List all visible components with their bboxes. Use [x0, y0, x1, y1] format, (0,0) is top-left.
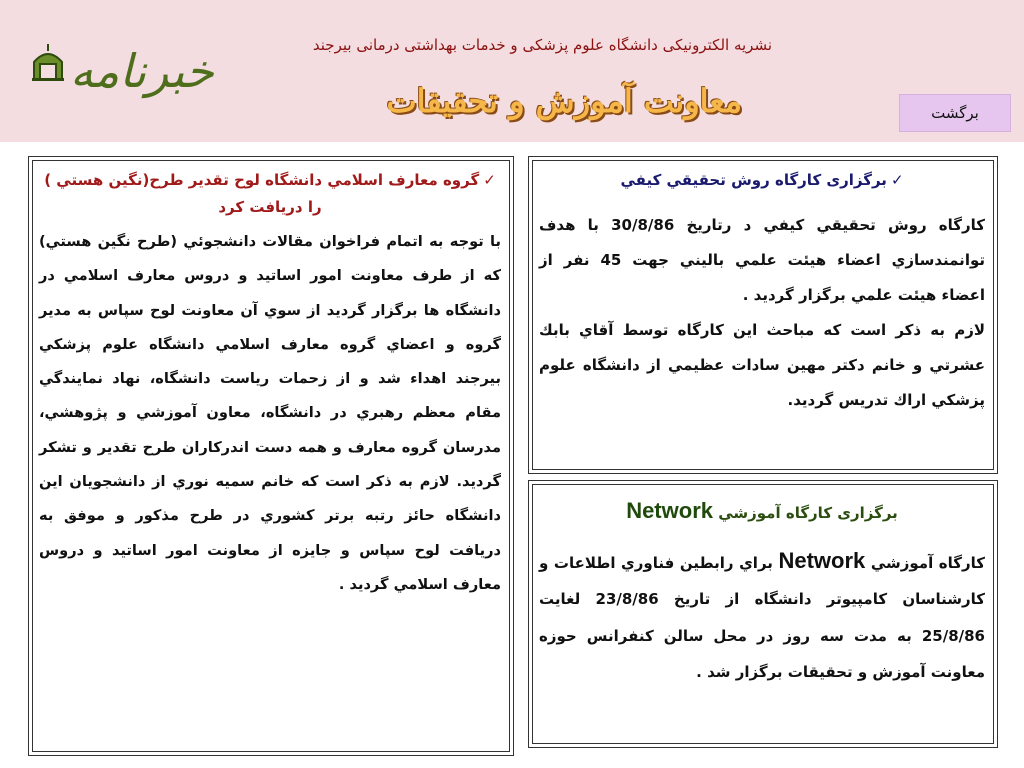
news-title: [39, 167, 501, 221]
page-title: معاونت آموزش و تحقیقات: [386, 82, 742, 120]
news-title: [539, 167, 985, 194]
logo-text: خبرنامه: [70, 44, 214, 98]
news-title-text: برگزاری كارگاه روش تحقيقي كيفي: [620, 171, 887, 189]
news-title-text: گروه معارف اسلامي دانشگاه لوح تقدير طرح(نگين هستي ) را دريافت كرد: [44, 171, 480, 216]
news-body: با توجه به اتمام فراخوان مقالات دانشجوئي (طرح نگين هستي) كه از طرف معاونت امور اساتيد و دروس معارف اسلامي در دانشگاه ها برگزار گرديد از سوي آن معاونت لوح سپاس به مدير گروه و اعضاي گروه معارف اسلامي دانشگاه علوم پزشكي بيرجند اهداء شد و از زحمات رياست دانشگاه، نهاد نمايندگي مقام معظم رهبري در دانشگاه، معاون آموزشي و پژوهشي، مدرسان گروه معارف و همه دست اندركاران طرح تقدير و تشكر گرديد. لازم به ذكر است كه خانم سميه نوري از دانشجويان اين دانشگاه حائز رتبه برتر كشوري در طرح مذكور و موفق به دريافت لوح سپاس و جايزه از معاونت امور اساتيد و دروس معارف اسلامي گرديد .: [39, 233, 501, 593]
news-body-start: كارگاه آموزشي: [870, 553, 985, 572]
news-body-rest: براي رابطين فناوري اطلاعات و كارشناسان كامپيوتر دانشگاه از تاريخ 23/8/86 لغايت 25/8/86 به مدت سه روز در محل سالن كنفرانس حوزه معاونت آموزش و تحقيقات برگزار شد .: [539, 553, 985, 682]
news-title: [539, 491, 985, 531]
check-icon: ✓: [483, 171, 496, 189]
bulletin-title: نشریه الکترونیکی دانشگاه علوم پزشکی و خدمات بهداشتی درمانی بیرجند: [312, 36, 772, 54]
news-paragraph: كارگاه روش تحقيقي كيفي د رتاريخ 30/8/86 با هدف توانمندسازي اعضاء هيئت علمي باليني جهت 45 نفر از اعضاء هيئت علمي برگزار گرديد .: [539, 216, 985, 304]
news-panel-network-workshop: [528, 480, 998, 748]
header-banner: [0, 0, 1024, 142]
mosque-icon: [30, 42, 66, 82]
check-icon: ✓: [890, 171, 904, 189]
news-panel-islamic-studies: [28, 156, 514, 756]
newsletter-logo: [30, 28, 214, 118]
news-title-text: برگزاری كارگاه آموزشي: [718, 504, 898, 522]
news-panel-qualitative-workshop: [528, 156, 998, 474]
news-body: [539, 543, 985, 691]
news-paragraph: لازم به ذكر است كه مباحث اين كارگاه توسط آقاي بابك عشرتي و خانم دكتر مهين سادات عظيمي از دانشگاه علوم پزشكي اراك تدريس گرديد.: [539, 321, 985, 409]
news-body: [539, 208, 985, 418]
news-title-keyword: Network: [626, 498, 713, 523]
back-button[interactable]: برگشت: [899, 94, 1011, 132]
news-body-keyword: Network: [778, 547, 866, 573]
